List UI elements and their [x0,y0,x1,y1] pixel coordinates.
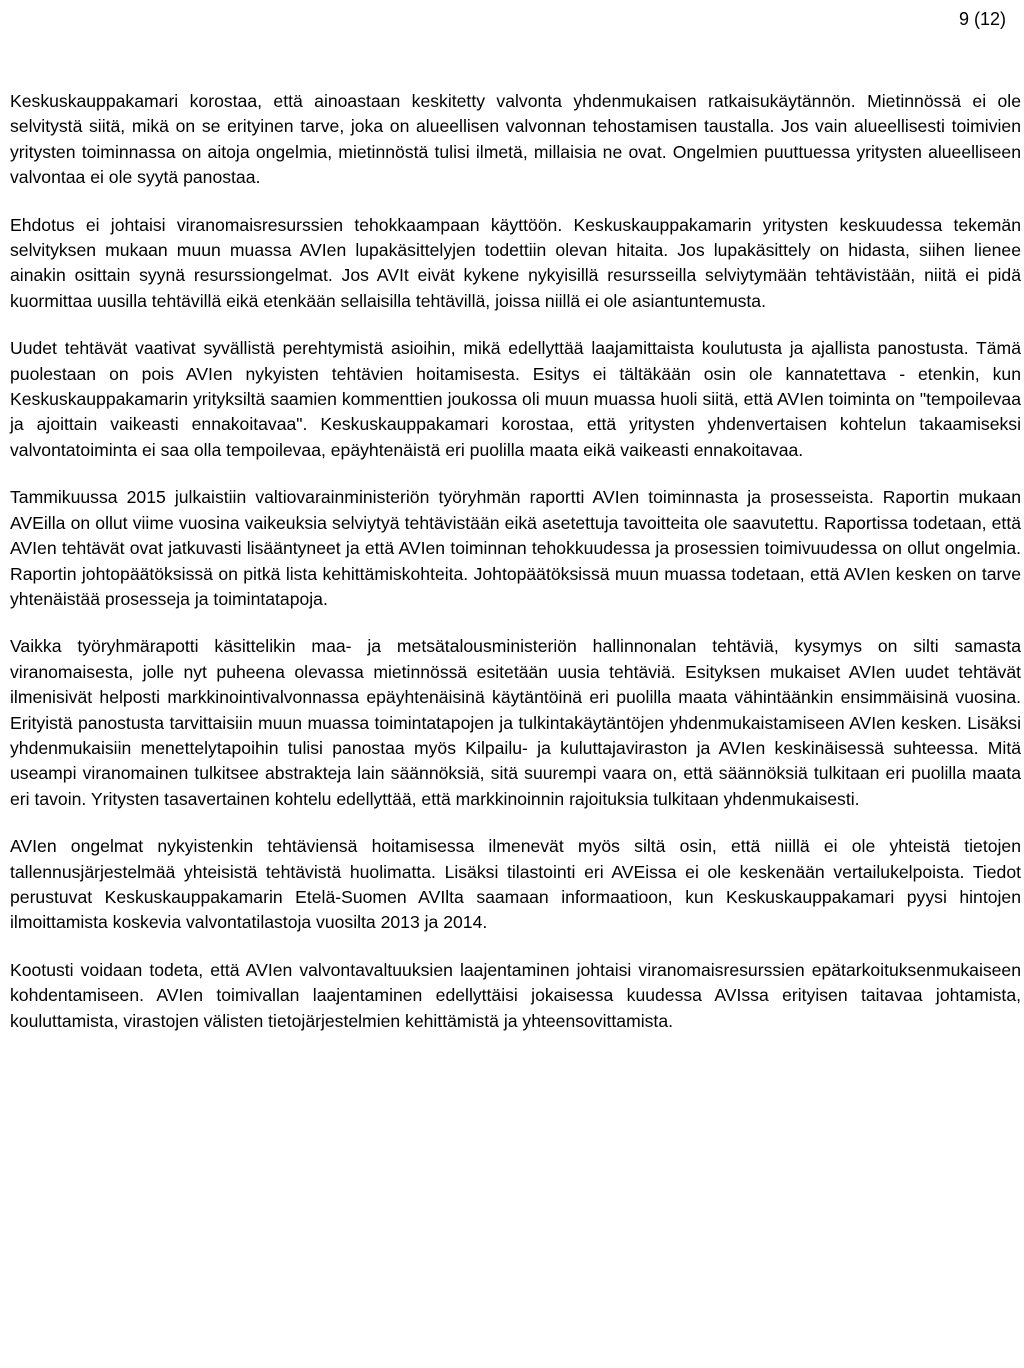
document-body [10,89,1021,1034]
paragraph-2: Ehdotus ei johtaisi viranomaisresurssien tehokkaampaan käyttöön. Keskuskauppakamarin yritysten keskuudessa tekemän selvityksen mukaan muun muassa AVIen lupakäsittelyjen todettiin olevan hitaita. Jos lupakäsittely on hidasta, siihen lienee ainakin osittain syynä resurssiongelmat. Jos AVIt eivät kykene nykyisillä resursseilla selviytymään tehtävistään, niitä ei pidä kuormittaa uusilla tehtävillä eikä etenkään sellaisilla tehtävillä, joissa niillä ei ole asiantuntemusta. [10,214,1021,311]
paragraph-7: Kootusti voidaan todeta, että AVIen valvontavaltuuksien laajentaminen johtaisi viranomaisresurssien epätarkoituksenmukaiseen kohdentamiseen. AVIen toimivallan laajentaminen edellyttäisi jokaisessa kuudessa AVIssa erityisen taitavaa johtamista, kouluttamista, virastojen välisten tietojärjestelmien kehittämistä ja yhteensovittamista. [10,959,1021,1031]
paragraph-6: AVIen ongelmat nykyistenkin tehtäviensä hoitamisessa ilmenevät myös siltä osin, että niillä ei ole yhteistä tietojen tallennusjärjestelmää yhteisistä tehtävistä huolimatta. Lisäksi tilastointi eri AVEissa ei ole keskenään vertailukelpoista. Tiedot perustuvat Keskuskauppakamarin Etelä-Suomen AVIlta saamaan informaatioon, kun Keskuskauppakamari pyysi hintojen ilmoittamista koskevia valvontatilastoja vuosilta 2013 ja 2014. [10,836,1021,933]
paragraph-4: Tammikuussa 2015 julkaistiin valtiovarainministeriön työryhmän raportti AVIen toiminnasta ja prosesseista. Raportin mukaan AVEilla on ollut viime vuosina vaikeuksia selviytyä tehtävistään eikä asetettuja tavoitteita ole saavutettu. Raportissa todetaan, että AVIen tehtävät ovat jatkuvasti lisääntyneet ja että AVIen toiminnan tehokkuudessa ja prosessien toimivuudessa on ollut ongelmia. Raportin johtopäätöksissä on pitkä lista kehittämiskohteita. Johtopäätöksissä muun muassa todetaan, että AVIen kesken on tarve yhtenäistää prosesseja ja toimintatapoja. [10,487,1021,609]
page-number: 9 (12) [958,9,1006,29]
paragraph-5: Vaikka työryhmärapotti käsittelikin maa- ja metsätalousministeriön hallinnonalan tehtäviä, kysymys on silti samasta viranomaisesta, jolle nyt puheena olevassa mietinnössä esitetään uusia tehtäviä. Esityksen mukaiset AVIen uudet tehtävät ilmenisivät helposti markkinointivalvonnassa epäyhtenäisinä käytäntöinä eri puolilla maata vähintäänkin ensimmäisinä vuosina. Erityistä panostusta tarvittaisiin muun muassa toimintatapojen ja tulkintakäytäntöjen yhdenmukaistamiseen AVIen kesken. Lisäksi yhdenmukaisiin menettelytapoihin tulisi panostaa myös Kilpailu- ja kuluttajaviraston ja AVIen keskinäisessä suhteessa. Mitä useampi viranomainen tulkitsee abstrakteja lain säännöksiä, sitä suurempi vaara on, että säännöksiä tulkitaan eri puolilla maata eri tavoin. Yritysten tasavertainen kohtelu edellyttää, että markkinoinnin rajoituksia tulkitaan yhdenmukaisesti. [10,636,1021,809]
paragraph-3: Uudet tehtävät vaativat syvällistä perehtymistä asioihin, mikä edellyttää laajamittaista koulutusta ja ajallista panostusta. Tämä puolestaan on pois AVIen nykyisten tehtävien hoitamisesta. Esitys ei tältäkään osin ole kannatettava - etenkin, kun Keskuskauppakamarin yrityksiltä saamien kommenttien joukossa oli muun muassa huoli siitä, että AVIen toiminta on "tempoilevaa ja ajoittain vaikeasti ennakoitavaa". Keskuskauppakamari korostaa, että yritysten yhdenvertaisen kohtelun takaamiseksi valvontatoiminta ei saa olla tempoilevaa, epäyhtenäistä eri puolilla maata eikä vaikeasti ennakoitavaa. [10,338,1021,460]
paragraph-1: Keskuskauppakamari korostaa, että ainoastaan keskitetty valvonta yhdenmukaisen ratkaisukäytännön. Mietinnössä ei ole selvitystä siitä, mikä on se erityinen tarve, joka on alueellisen valvonnan tehostamisen taustalla. Jos vain alueellisesti toimivien yritysten toiminnassa on aitoja ongelmia, mietinnöstä tulisi ilmetä, millaisia ne ovat. Ongelmien puuttuessa yritysten alueelliseen valvontaa ei ole syytä panostaa. [10,91,1021,188]
